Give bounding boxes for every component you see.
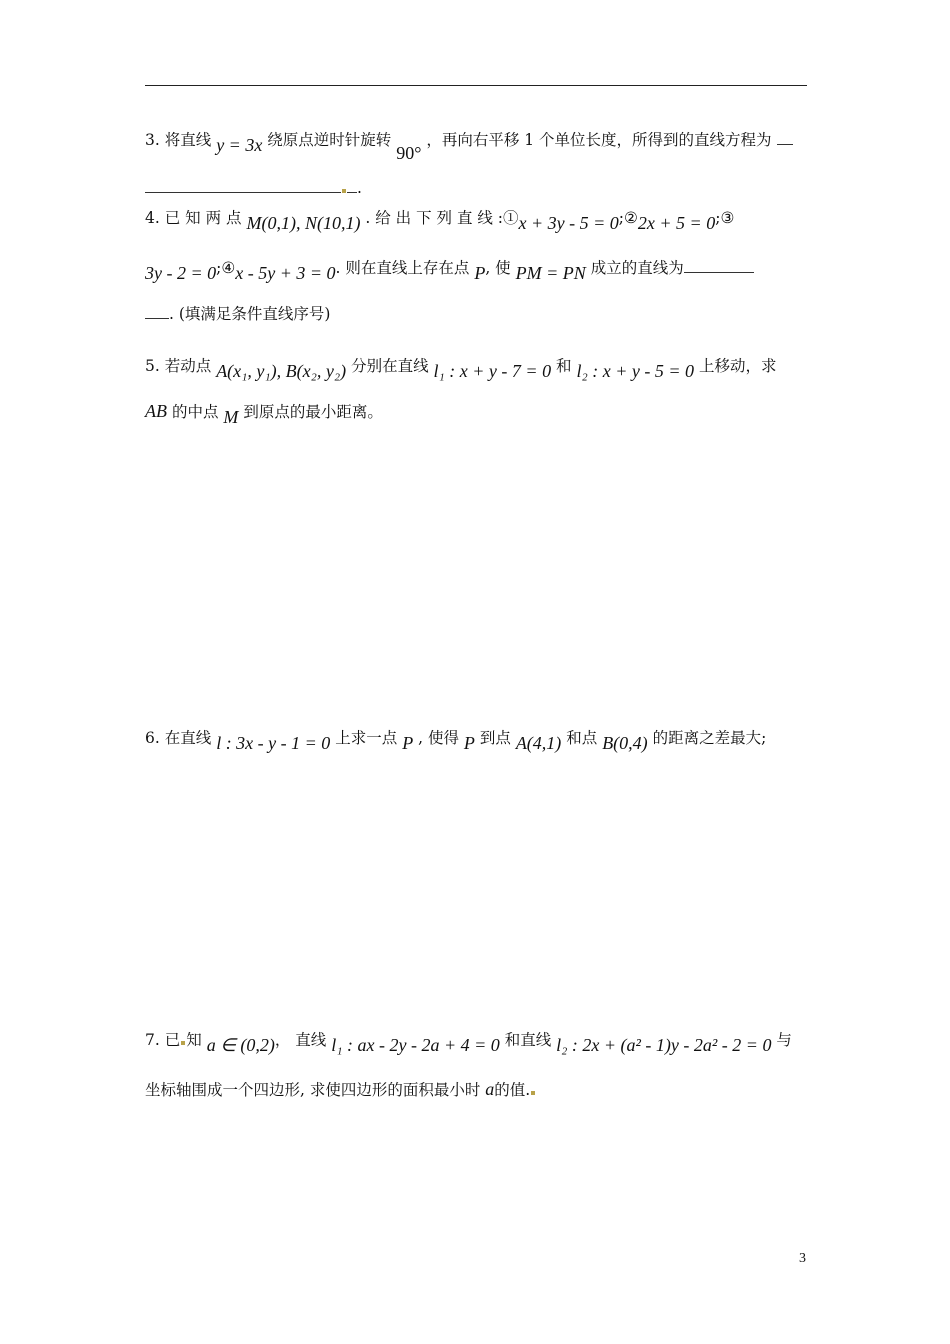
question-3-line-1: 3. 将直线 y = 3x 绕原点逆时针旋转 90° ，再向右平移 1 个单位长度，所得到的直线方程为 — [145, 128, 793, 150]
question-7-line-2: 坐标轴围成一个四边形, 求使四边形的面积最小时 a的值. — [145, 1078, 536, 1100]
header-rule — [145, 85, 807, 86]
answer-blank-q3-a — [777, 130, 793, 145]
points-m-n: M(0,1), N(10,1) — [246, 213, 361, 233]
answer-blank-q4-a — [684, 258, 754, 273]
question-4-line-1: 4. 已 知 两 点 M(0,1), N(10,1) . 给 出 下 列 直 线 :①x + 3y - 5 = 0;②2x + 5 = 0;③ — [145, 209, 735, 233]
point-p: P — [474, 263, 486, 283]
question-5-number: 5. — [145, 357, 160, 375]
answer-blank-q3-b — [145, 178, 341, 193]
question-6-line-1: 6. 在直线 l : 3x - y - 1 = 0 上求一点 P , 使得 P 到点 A(4,1) 和点 B(0,4) 的距离之差最大; — [145, 729, 767, 753]
question-4-line-2: 3y - 2 = 0;④x - 5y + 3 = 0. 则在直线上存在点 P, 使 PM = PN 成立的直线为 — [145, 256, 754, 278]
variable-a: a — [485, 1079, 495, 1099]
midpoint-m: M — [223, 407, 239, 427]
question-5-line-2: AB 的中点 M 到原点的最小距离。 — [145, 401, 383, 427]
question-7-number: 7. — [145, 1031, 160, 1049]
equation-y-3x: y = 3x — [216, 135, 263, 155]
segment-ab: AB — [145, 401, 167, 421]
answer-blank-q4-b — [145, 304, 169, 319]
condition-a-range: a ∈ (0,2) — [206, 1035, 275, 1055]
line-l1: l₁ : x + y - 7 = 0 — [433, 361, 552, 381]
point-a: A(4,1) — [515, 733, 562, 753]
line-option-4: x - 5y + 3 = 0 — [235, 263, 336, 283]
line-option-1: x + 3y - 5 = 0 — [518, 213, 619, 233]
point-p: P — [402, 733, 414, 753]
rotation-angle: 90° — [396, 143, 422, 163]
mark-dot — [181, 1041, 185, 1045]
question-5-line-1: 5. 若动点 A(x₁, y₁), B(x₂, y₂) 分别在直线 l₁ : x + y - 7 = 0 和 l₂ : x + y - 5 = 0 上移动，求 — [145, 357, 777, 381]
mark-dot — [531, 1091, 535, 1095]
point-p-2: P — [463, 733, 475, 753]
question-7-line-1: 7. 已 知 a ∈ (0,2)， 直线 l₁ : ax - 2y - 2a + 4 = 0 和直线 l₂ : 2x + (a² - 1)y - 2a² - 2 = 0 与 — [145, 1031, 792, 1055]
condition-pm-pn: PM = PN — [515, 263, 586, 283]
question-3-line-2: . — [145, 178, 362, 197]
line-l: l : 3x - y - 1 = 0 — [216, 733, 331, 753]
line-l2: l₂ : x + y - 5 = 0 — [576, 361, 694, 381]
line-l2: l₂ : 2x + (a² - 1)y - 2a² - 2 = 0 — [556, 1035, 772, 1055]
question-4-line-3: . (填满足条件直线序号) — [145, 302, 330, 324]
page-number: 3 — [799, 1251, 806, 1266]
question-3-number: 3. — [145, 131, 160, 149]
question-4-number: 4. — [145, 209, 160, 227]
point-b: B(0,4) — [602, 733, 648, 753]
line-option-3: 3y - 2 = 0 — [145, 263, 217, 283]
mark-dot — [342, 189, 346, 193]
points-a-b: A(x₁, y₁), B(x₂, y₂) — [216, 361, 347, 381]
line-option-2: 2x + 5 = 0 — [637, 213, 716, 233]
line-l1: l₁ : ax - 2y - 2a + 4 = 0 — [331, 1035, 500, 1055]
question-6-number: 6. — [145, 729, 160, 747]
